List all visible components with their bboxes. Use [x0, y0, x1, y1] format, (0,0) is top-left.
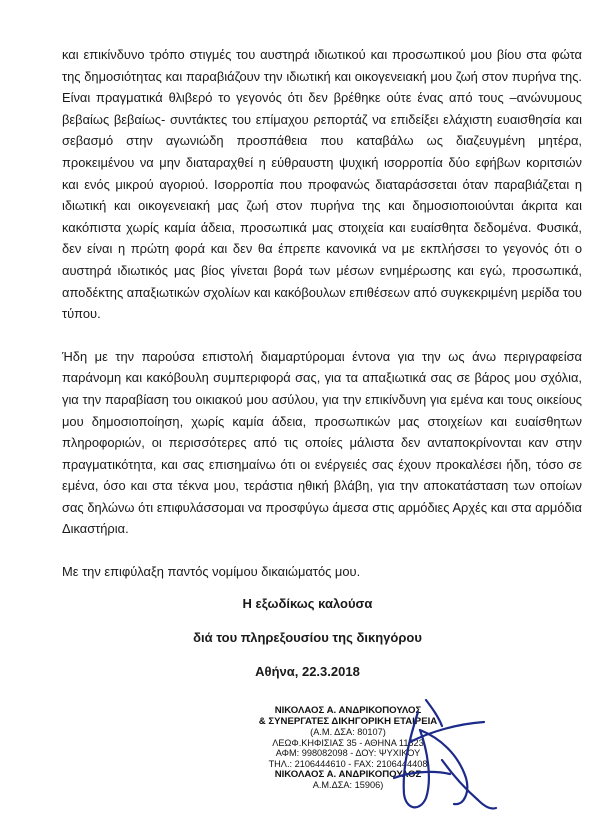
stamp-firm: & ΣΥΝΕΡΓΑΤΕΣ ΔΙΚΗΓΟΡΙΚΗ ΕΤΑΙΡΕΙΑ: [258, 715, 438, 727]
stamp-registration-bottom: Α.Μ.ΔΣΑ: 15906): [312, 780, 384, 791]
body-paragraph-3: Με την επιφύλαξη παντός νομίμου δικαιώματός μου.: [62, 564, 361, 580]
place-date: Αθήνα, 22.3.2018: [255, 664, 360, 679]
stamp-phone-fax: ΤΗΛ.: 2106444610 - FAX: 2106444408: [268, 758, 428, 769]
stamp-tax-id: ΑΦΜ: 998082098 - ΔΟΥ: ΨΥΧΙΚΟΥ: [275, 748, 421, 759]
handwritten-signature: [380, 682, 510, 822]
stamp-name-bottom: ΝΙΚΟΛΑΟΣ Α. ΑΝΔΡΙΚΟΠΟΥΛΟΣ: [274, 768, 422, 780]
body-paragraph-2: Ήδη με την παρούσα επιστολή διαμαρτύρομαι έντονα για την ως άνω περιγραφείσα παράνομη και κακόβουλη συμπεριφορά σας, για τα απαξιωτικά σας σε βάρος μου σχόλια, για την παραβίαση του οικιακού μου ασύλου, για την επικίνδυνη για εμένα και τους οικείους μου δημοσιοποίηση, χωρίς καμία άδεια, προσωπικών μας στοιχείων και ευαίσθητων πληροφοριών, οι περισσότερες από τις οποίες μάλιστα δεν ανταποκρίνονται καν στην πραγματικότητα, και σας επισημαίνω ότι οι ενέργειές σας έχουν προκαλέσει ήδη, τόσο σε εμένα, όσο και στα τέκνα μου, τεράστια ηθική βλάβη, για την αποκατάσταση των οποίων σας δηλώνω ότι επιφυλάσσομαι να προσφύγω άμεσα στις αρμόδιες Αρχές και στα αρμόδια Δικαστήρια.: [62, 348, 582, 537]
stamp-address: ΛΕΩΦ.ΚΗΦΙΣΙΑΣ 35 - ΑΘΗΝΑ 11523: [272, 737, 424, 748]
stamp-registration: (Α.Μ. ΔΣΑ: 80107): [310, 727, 386, 738]
body-paragraph-1: και επικίνδυνο τρόπο στιγμές του αυστηρά ιδιωτικού και προσωπικού μου βίου στα φώτα της δημοσιότητας και παραβιάζουν την ιδιωτική και οικογενειακή μου ζωή στον πυρήνα της. Είναι πραγματικά θλιβερό το γεγονός ότι δεν βρέθηκε ούτε ένας από τους –ανώνυμους βεβαίως βεβαίως- συντάκτες του επίμαχου ρεπορτάζ να επιδείξει ελάχιστη ευαισθησία και σεβασμό στην αγωνιώδη προσπάθεια που καταβάλω ως διαζευγμένη μητέρα, προκειμένου να μην διαταραχθεί η εύθραυστη ψυχική ισορροπία δύο εφήβων κοριτσιών και ενός μικρού αγοριού. Ισορροπία που προφανώς διαταράσσεται όταν παραβιάζεται η ιδιωτική και οικογενειακή μας ζωή στον πυρήνα της και δημοσιοποιούνται άκριτα και κακόπιστα χωρίς καμία άδεια, προσωπικά μας στοιχεία και ευαίσθητα δεδομένα. Φυσικά, δεν είναι η πρώτη φορά και δεν θα έπρεπε κανονικά να με εκπλήσσει το γεγονός ότι ο αυστηρά ιδιωτικός μας βίος γίνεται βορά των μέσων ενημέρωσης και εγώ, προσωπικά, αποδέκτης απαξιωτικών σχολίων και κακόβουλων επιθέσεων από συγκεκριμένη μερίδα του τύπου.: [62, 47, 582, 322]
letter-body: [62, 44, 582, 583]
closing-line-2: διά του πληρεξουσίου της δικηγόρου: [193, 630, 422, 645]
stamp-name-top: ΝΙΚΟΛΑΟΣ Α. ΑΝΔΡΙΚΟΠΟΥΛΟΣ: [274, 705, 422, 716]
closing-line-1: Η εξωδίκως καλούσα: [242, 596, 373, 611]
